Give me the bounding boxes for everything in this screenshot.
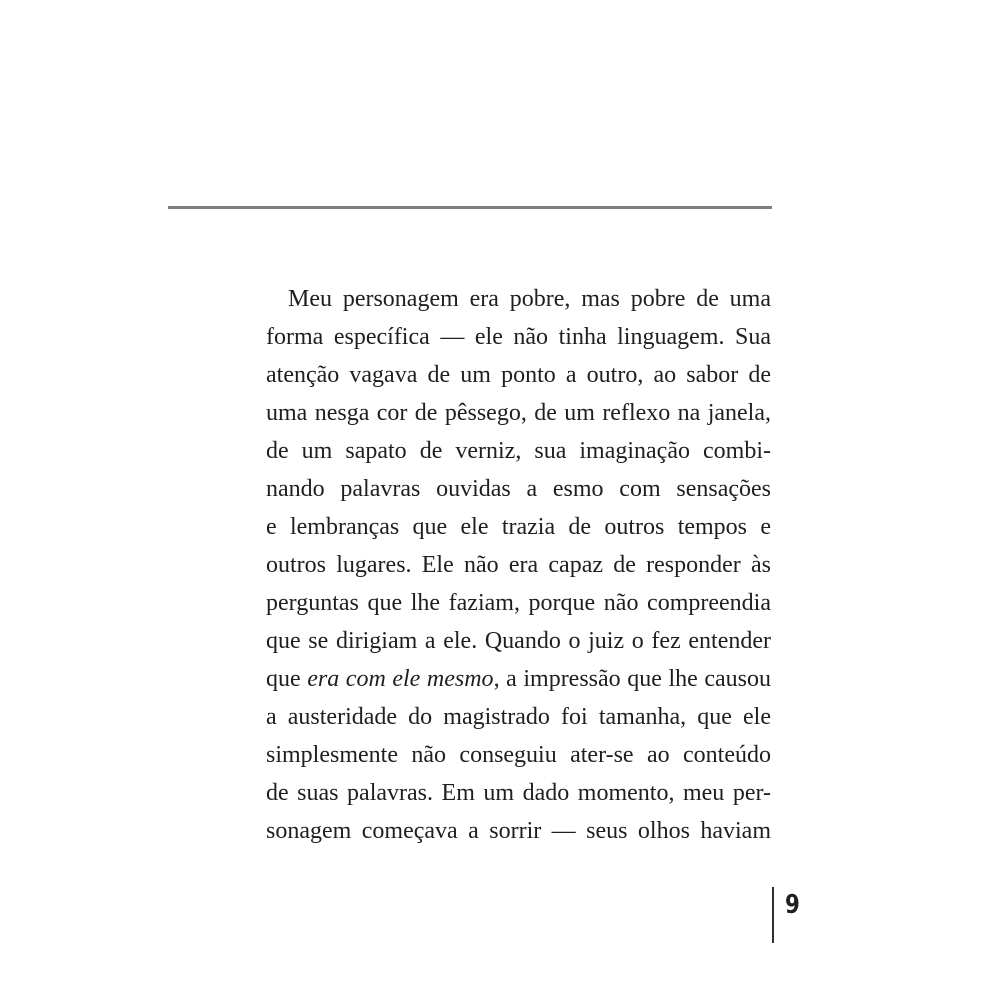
text-segment: que se dirigiam a ele. Quando o juiz o fez entender <box>266 628 771 654</box>
body-paragraph <box>266 280 771 850</box>
page-number-rule <box>772 887 774 943</box>
text-segment: atenção vagava de um ponto a outro, ao sabor de <box>266 362 771 388</box>
text-segment: , a impressão que lhe causou <box>493 666 772 692</box>
text-segment: de suas palavras. Em um dado momento, meu per- <box>266 780 771 806</box>
text-line <box>266 660 771 698</box>
text-segment: Meu personagem era pobre, mas pobre de uma <box>288 286 771 312</box>
text-line <box>266 356 771 394</box>
text-line <box>266 470 771 508</box>
text-line <box>266 774 771 812</box>
text-segment: simplesmente não conseguiu ater-se ao conteúdo <box>266 742 771 768</box>
chapter-divider-rule <box>168 206 772 209</box>
text-line <box>266 698 771 736</box>
text-segment: forma específica — ele não tinha linguagem. Sua <box>266 324 771 350</box>
text-line <box>266 432 771 470</box>
text-line <box>266 546 771 584</box>
text-segment: e lembranças que ele trazia de outros tempos e <box>266 514 771 540</box>
text-segment: sonagem começava a sorrir — seus olhos haviam <box>266 818 771 844</box>
text-segment: nando palavras ouvidas a esmo com sensações <box>266 476 771 502</box>
text-line <box>266 280 771 318</box>
text-segment: de um sapato de verniz, sua imaginação combi- <box>266 438 771 464</box>
text-segment: que <box>266 666 308 692</box>
text-segment: a austeridade do magistrado foi tamanha, que ele <box>266 704 771 730</box>
text-segment: perguntas que lhe faziam, porque não compreendia <box>266 590 771 616</box>
page-number: 9 <box>785 890 800 920</box>
text-line <box>266 508 771 546</box>
text-line <box>266 622 771 660</box>
text-segment: outros lugares. Ele não era capaz de responder às <box>266 552 771 578</box>
italic-phrase: era com ele mesmo <box>307 666 494 692</box>
text-line <box>266 318 771 356</box>
text-line <box>266 812 771 850</box>
text-line <box>266 394 771 432</box>
text-line <box>266 736 771 774</box>
text-line <box>266 584 771 622</box>
text-segment: uma nesga cor de pêssego, de um reflexo na janela, <box>266 400 771 426</box>
